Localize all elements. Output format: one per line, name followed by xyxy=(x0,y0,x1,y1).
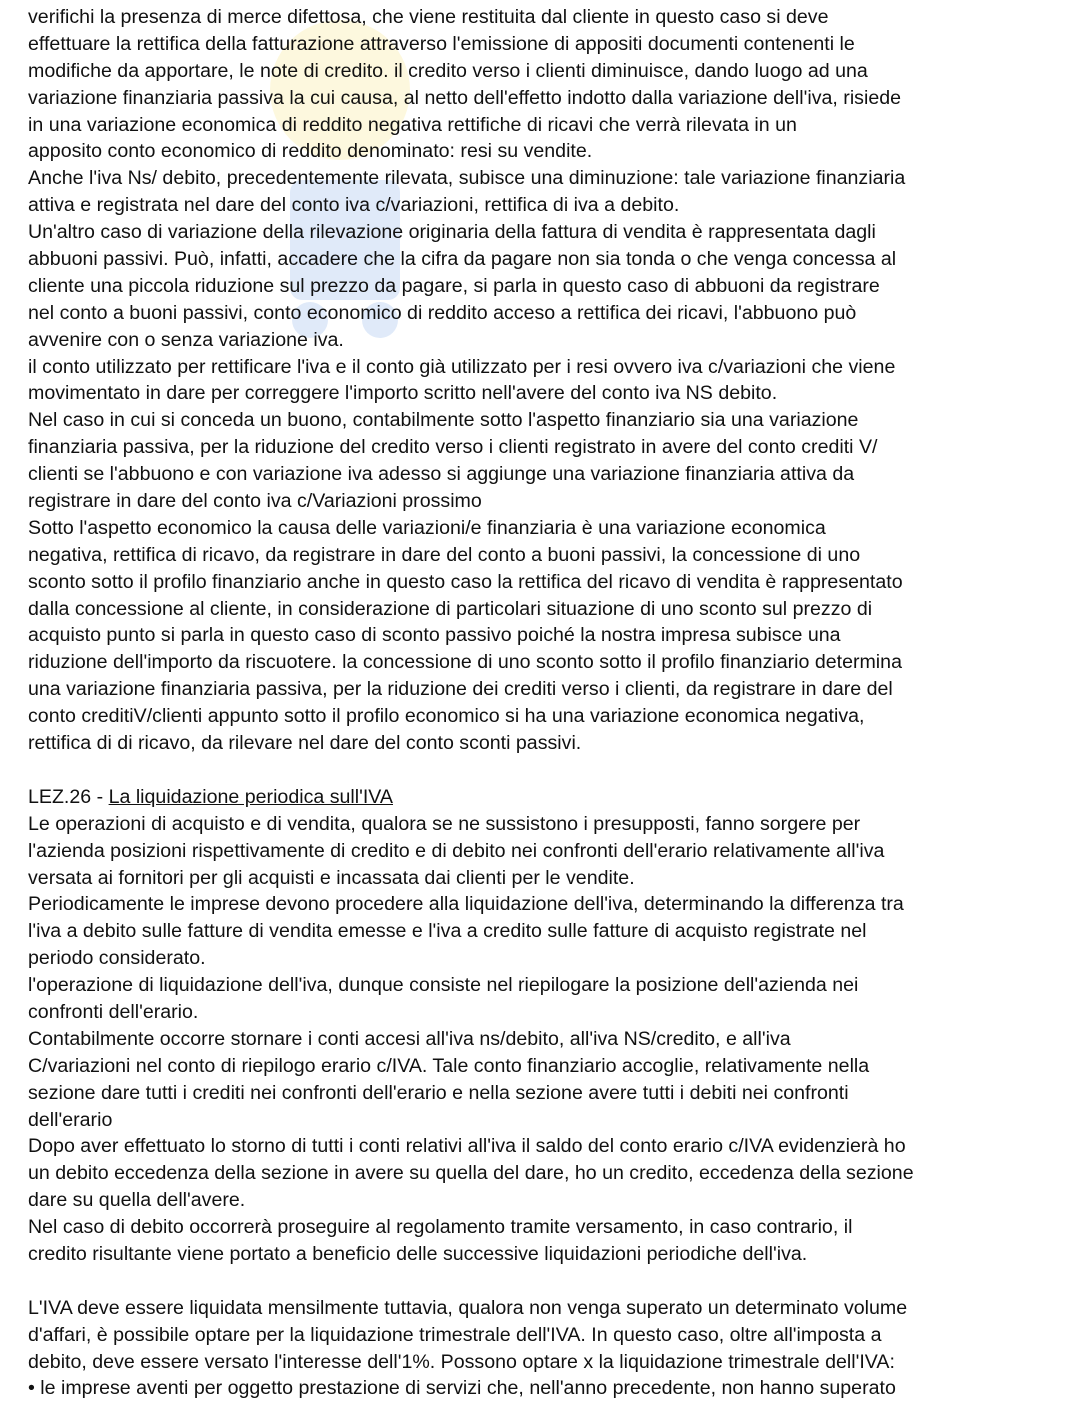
text-line: Dopo aver effettuato lo storno di tutti i conti relativi all'iva il saldo del conto erario c/IVA evidenzierà ho xyxy=(28,1135,906,1158)
text-line: clienti se l'abbuono e con variazione iva adesso si aggiunge una variazione finanziaria attiva da xyxy=(28,463,855,486)
text-line: C/variazioni nel conto di riepilogo erario c/IVA. Tale conto finanziario accoglie, relativamente nella xyxy=(28,1054,870,1077)
text-line: Le operazioni di acquisto e di vendita, qualora se ne sussistono i presupposti, fanno sorgere per xyxy=(28,812,861,835)
text-line: verifichi la presenza di merce difettosa, che viene restituita dal cliente in questo caso si deve xyxy=(28,6,829,28)
text-line: Contabilmente occorre stornare i conti accesi all'iva ns/debito, all'iva NS/credito, e all'iva xyxy=(28,1027,791,1050)
paragraph-spacer xyxy=(28,757,1058,784)
text-line: cliente una piccola riduzione sul prezzo da pagare, si parla in questo caso di abbuoni da registrare xyxy=(28,274,880,297)
section-liquidazione-trimestrale xyxy=(28,1295,1058,1403)
text-line: l'operazione di liquidazione dell'iva, dunque consiste nel riepilogare la posizione dell'azienda nei xyxy=(28,974,859,997)
text-line: Anche l'iva Ns/ debito, precedentemente rilevata, subisce una diminuzione: tale variazione finanziaria xyxy=(28,167,906,190)
text-line: dare su quella dell'avere. xyxy=(28,1189,246,1212)
section-liquidazione-iva xyxy=(28,811,1058,1268)
lesson-heading-title: La liquidazione periodica sull'IVA xyxy=(108,785,393,808)
text-line: effettuare la rettifica della fatturazione attraverso l'emissione di appositi documenti contenenti le xyxy=(28,32,855,55)
text-line: confronti dell'erario. xyxy=(28,1000,199,1023)
text-line: in una variazione economica di reddito negativa rettifiche di ricavi che verrà rilevata in un xyxy=(28,113,797,136)
text-line: il conto utilizzato per rettificare l'iva e il conto già utilizzato per i resi ovvero iva c/variazioni che viene xyxy=(28,355,896,378)
text-line: sconto sotto il profilo finanziario anche in questo caso la rettifica del ricavo di vendita è rappresentato xyxy=(28,570,903,593)
text-line: l'azienda posizioni rispettivamente di credito e di debito nei confronti dell'erario relativamente all'iva xyxy=(28,839,885,862)
text-line: acquisto punto si parla in questo caso di sconto passivo poiché la nostra impresa subisce una xyxy=(28,624,841,647)
text-line: debito, deve essere versato l'interesse dell'1%. Possono optare x la liquidazione trimestrale dell'IVA: xyxy=(28,1350,895,1373)
text-line: Periodicamente le imprese devono procedere alla liquidazione dell'iva, determinando la differenza tra xyxy=(28,893,904,916)
text-line: apposito conto economico di reddito denominato: resi su vendite. xyxy=(28,140,593,163)
text-line: Nel caso di debito occorrerà proseguire al regolamento tramite versamento, in caso contrario, il xyxy=(28,1216,853,1239)
text-line: dell'erario xyxy=(28,1108,113,1131)
lesson-heading xyxy=(28,784,1058,811)
text-line: modifiche da apportare, le note di credito. il credito verso i clienti diminuisce, dando luogo ad una xyxy=(28,59,868,82)
text-line: riduzione dell'importo da riscuotere. la concessione di uno sconto sotto il profilo finanziario determina xyxy=(28,651,902,674)
list-item: • le imprese aventi per oggetto prestazione di servizi che, nell'anno precedente, non hanno superato xyxy=(28,1377,896,1400)
section-resi-abbuoni-sconti xyxy=(28,4,1058,757)
text-line: negativa, rettifica di ricavo, da registrare in dare del conto a buoni passivi, la concessione di uno xyxy=(28,543,861,566)
text-line: sezione dare tutti i crediti nei confronti dell'erario e nella sezione avere tutti i debiti nei confronti xyxy=(28,1081,849,1104)
text-line: una variazione finanziaria passiva, per la riduzione dei crediti verso i clienti, da registrare in dare del xyxy=(28,678,893,701)
text-line: avvenire con o senza variazione iva. xyxy=(28,328,344,351)
text-line: L'IVA deve essere liquidata mensilmente tuttavia, qualora non venga superato un determinato volume xyxy=(28,1296,908,1319)
text-line: finanziaria passiva, per la riduzione del credito verso i clienti registrato in avere del conto crediti V/ xyxy=(28,436,878,459)
text-line: conto creditiV/clienti appunto sotto il profilo economico si ha una variazione economica negativa, xyxy=(28,705,865,728)
text-line: movimentato in dare per correggere l'importo scritto nell'avere del conto iva NS debito. xyxy=(28,382,778,405)
text-line: credito risultante viene portato a beneficio delle successive liquidazioni periodiche dell'iva. xyxy=(28,1242,808,1265)
text-line: Nel caso in cui si conceda un buono, contabilmente sotto l'aspetto finanziario sia una variazione xyxy=(28,409,859,432)
text-line: Un'altro caso di variazione della rilevazione originaria della fattura di vendita è rappresentata dagli xyxy=(28,221,876,244)
lesson-heading-prefix: LEZ.26 - xyxy=(28,785,109,808)
text-line: attiva e registrata nel dare del conto iva c/variazioni, rettifica di iva a debito. xyxy=(28,194,680,217)
document-page xyxy=(28,4,1058,1402)
text-line: periodo considerato. xyxy=(28,947,206,970)
text-line: d'affari, è possibile optare per la liquidazione trimestrale dell'IVA. In questo caso, oltre all'imposta a xyxy=(28,1323,882,1346)
text-line: un debito eccedenza della sezione in avere su quella del dare, ho un credito, eccedenza della sezione xyxy=(28,1162,914,1185)
paragraph-spacer xyxy=(28,1268,1058,1295)
text-line: Sotto l'aspetto economico la causa delle variazioni/e finanziaria è una variazione economica xyxy=(28,516,826,539)
text-line: rettifica di di ricavo, da rilevare nel dare del conto sconti passivi. xyxy=(28,732,582,755)
text-line: nel conto a buoni passivi, conto economico di reddito acceso a rettifica dei ricavi, l'abbuono può xyxy=(28,301,857,324)
text-line: registrare in dare del conto iva c/Variazioni prossimo xyxy=(28,490,482,513)
text-line: abbuoni passivi. Può, infatti, accadere che la cifra da pagare non sia tonda o che venga concessa al xyxy=(28,248,897,271)
text-line: dalla concessione al cliente, in considerazione di particolari situazione di uno sconto sul prezzo di xyxy=(28,597,873,620)
text-line: l'iva a debito sulle fatture di vendita emesse e l'iva a credito sulle fatture di acquisto registrate nel xyxy=(28,920,867,943)
text-line: versata ai fornitori per gli acquisti e incassata dai clienti per le vendite. xyxy=(28,866,635,889)
text-line: variazione finanziaria passiva la cui causa, al netto dell'effetto indotto dalla variazione dell'iva, risiede xyxy=(28,86,902,109)
